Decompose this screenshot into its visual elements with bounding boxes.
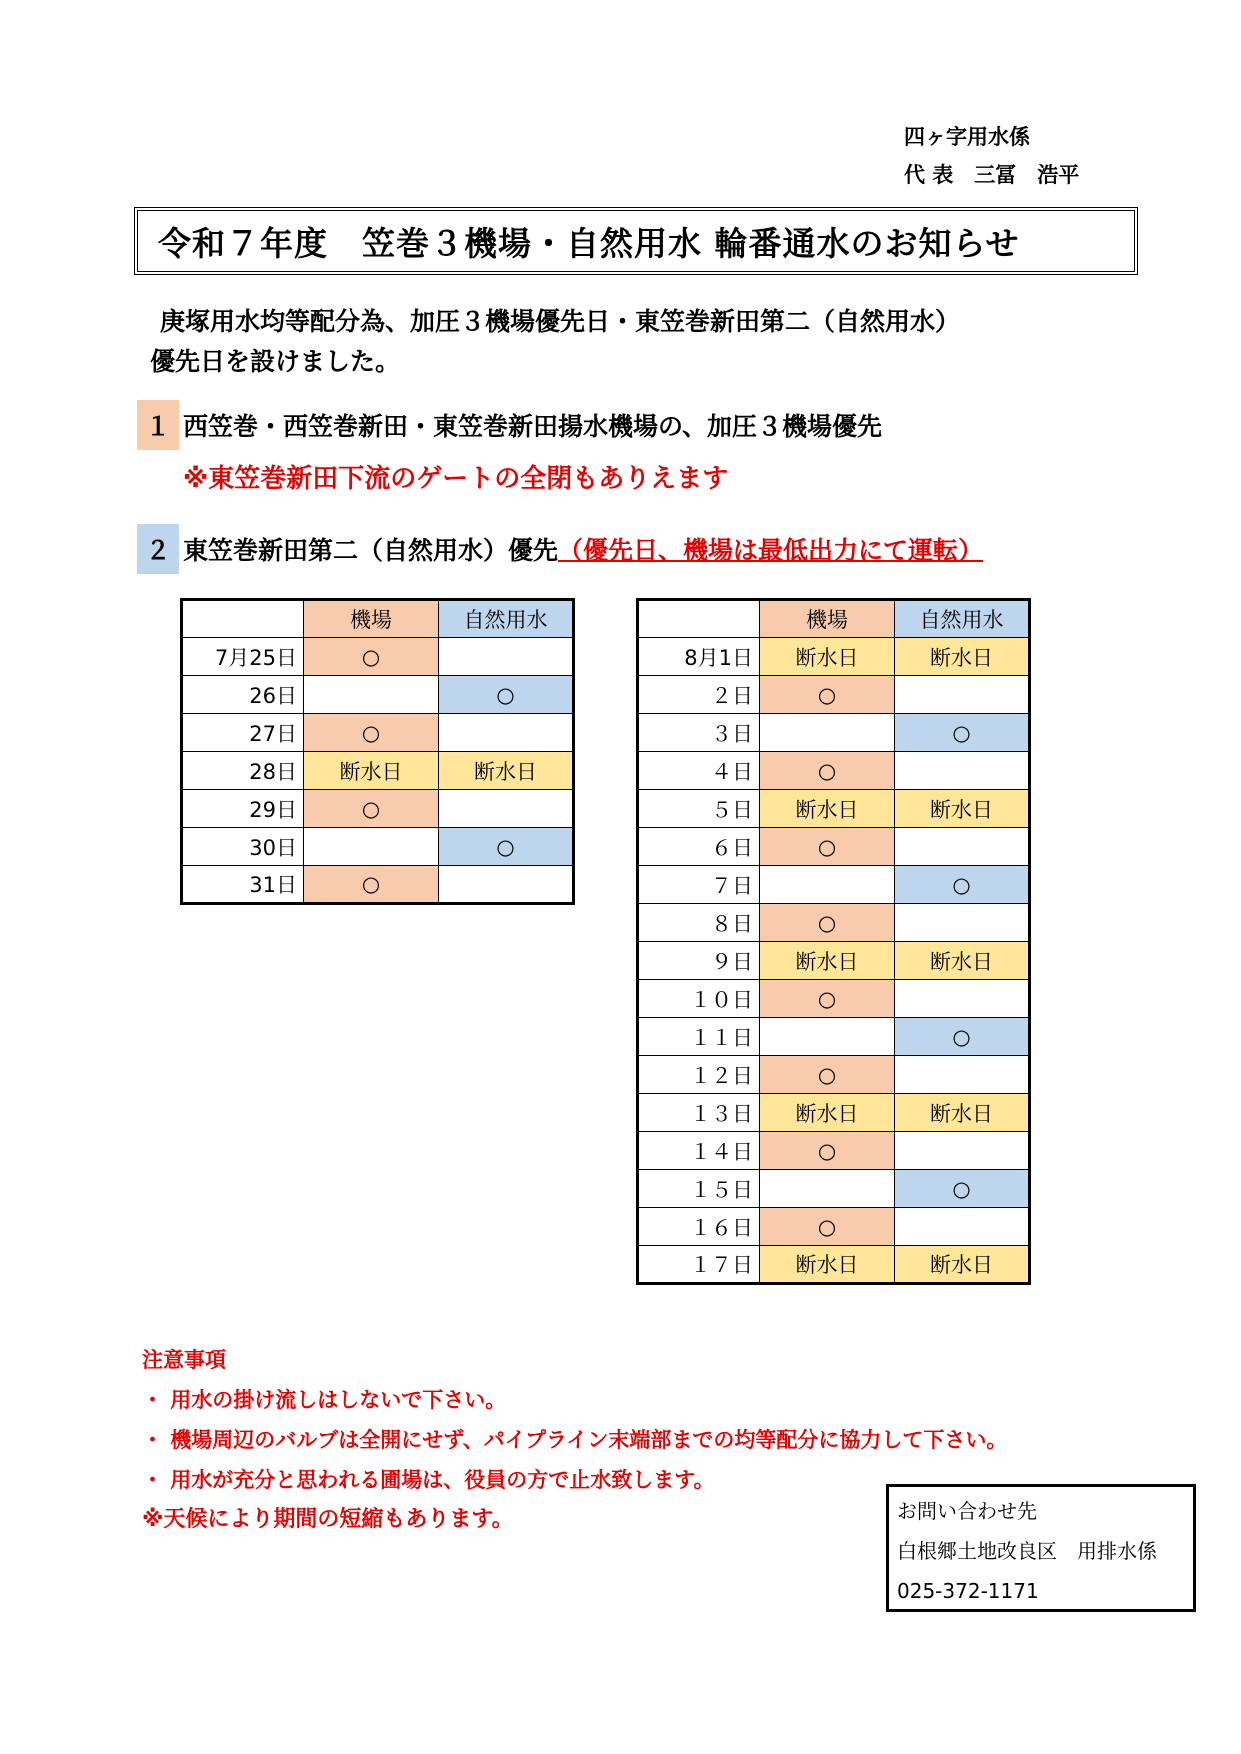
shizen-cell: ○ [895,866,1030,904]
kijo-cell: ○ [304,866,439,904]
shizen-cell: 断水日 [439,752,574,790]
shizen-cell: 断水日 [895,638,1030,676]
kijo-cell: 断水日 [760,638,895,676]
kijo-cell: ○ [760,1132,895,1170]
shizen-cell [895,1132,1030,1170]
shizen-cell [895,904,1030,942]
kijo-cell [760,714,895,752]
kijo-cell [760,866,895,904]
section-2-note: （優先日、機場は最低出力にて運転） [558,536,984,565]
table-row [638,1246,1030,1284]
july-schedule-table [180,598,575,905]
representative-name: 代 表 三冨 浩平 [904,163,1080,187]
date-cell: ２日 [638,676,760,714]
shizen-cell [895,980,1030,1018]
shizen-cell: 断水日 [895,790,1030,828]
organization-name: 四ヶ字用水係 [904,125,1030,149]
header-blank-cell [182,600,304,638]
table-row [638,752,1030,790]
table-row [638,676,1030,714]
note-item-1: ・ 用水の掛け流しはしないで下さい。 [142,1388,507,1412]
table-row [182,638,574,676]
section-1-number: １ [137,400,179,450]
table-row [638,1094,1030,1132]
contact-org: 白根郷土地改良区 用排水係 [897,1539,1157,1563]
notes-section [142,1340,1007,1540]
kijo-cell: ○ [760,828,895,866]
shizen-cell: 断水日 [895,1094,1030,1132]
table-row [638,1018,1030,1056]
date-cell: １４日 [638,1132,760,1170]
note-item-3: ・ 用水が充分と思われる圃場は、役員の方で止水致します。 [142,1468,715,1492]
table-row [182,866,574,904]
weather-note: ※天候により期間の短縮もあります。 [142,1507,514,1532]
kijo-cell [760,1170,895,1208]
date-cell: ８日 [638,904,760,942]
table-row [638,1208,1030,1246]
note-item-2: ・ 機場周辺のバルブは全開にせず、パイプライン末端部までの均等配分に協力して下さい。 [142,1428,1008,1452]
table-row [182,752,574,790]
august-schedule-table [636,598,1031,1285]
shizen-cell [895,828,1030,866]
table-header-row [182,600,574,638]
header-kijo: 機場 [304,600,439,638]
table-row [638,1170,1030,1208]
contact-label: お問い合わせ先 [897,1499,1037,1523]
table-row [638,942,1030,980]
date-cell: １５日 [638,1170,760,1208]
table-row [638,790,1030,828]
section-2-number: ２ [137,524,179,574]
date-cell: 27日 [182,714,304,752]
shizen-cell: 断水日 [895,942,1030,980]
date-cell: 30日 [182,828,304,866]
intro-line-2: 優先日を設けました。 [150,347,401,376]
kijo-cell [760,1018,895,1056]
shizen-cell [439,790,574,828]
shizen-cell [439,714,574,752]
section-2-text: 東笠巻新田第二（自然用水）優先 [183,536,559,565]
table-row [638,1056,1030,1094]
kijo-cell: ○ [304,790,439,828]
shizen-cell [895,1056,1030,1094]
section-1-text: 西笠巻・西笠巻新田・東笠巻新田揚水機場の、加圧３機場優先 [183,412,883,441]
shizen-cell: 断水日 [895,1246,1030,1284]
kijo-cell: ○ [760,1208,895,1246]
kijo-cell: ○ [760,1056,895,1094]
intro-line-1: 庚塚用水均等配分為、加圧３機場優先日・東笠巻新田第二（自然用水） [160,307,961,336]
table-row [182,714,574,752]
kijo-cell [304,676,439,714]
header-shizen: 自然用水 [895,600,1030,638]
kijo-cell: ○ [760,752,895,790]
date-cell: ５日 [638,790,760,828]
kijo-cell: ○ [304,638,439,676]
header-kijo: 機場 [760,600,895,638]
table-row [638,1132,1030,1170]
date-cell: １１日 [638,1018,760,1056]
date-cell: ４日 [638,752,760,790]
shizen-cell [895,676,1030,714]
date-cell: ６日 [638,828,760,866]
table-row [182,790,574,828]
kijo-cell: ○ [760,980,895,1018]
date-cell: 28日 [182,752,304,790]
date-cell: 29日 [182,790,304,828]
table-row [638,980,1030,1018]
page-title: 令和７年度 笠巻３機場・自然用水 輪番通水のお知らせ [158,223,1020,263]
intro-paragraph [150,302,961,382]
contact-phone: 025-372-1171 [897,1579,1039,1603]
date-cell: １０日 [638,980,760,1018]
notes-heading: 注意事項 [142,1348,226,1372]
shizen-cell [895,1208,1030,1246]
kijo-cell: 断水日 [760,942,895,980]
shizen-cell [895,752,1030,790]
title-box [134,207,1138,275]
kijo-cell: 断水日 [760,790,895,828]
kijo-cell [304,828,439,866]
shizen-cell: ○ [439,676,574,714]
section-1-header [137,400,882,450]
table-row [182,828,574,866]
table-row [182,676,574,714]
kijo-cell: ○ [304,714,439,752]
date-cell: １７日 [638,1246,760,1284]
kijo-cell: ○ [760,676,895,714]
shizen-cell [439,638,574,676]
date-cell: 7月25日 [182,638,304,676]
table-row [638,904,1030,942]
section-2-header [137,524,983,574]
date-cell: 8月1日 [638,638,760,676]
kijo-cell: 断水日 [760,1246,895,1284]
kijo-cell: 断水日 [304,752,439,790]
kijo-cell: 断水日 [760,1094,895,1132]
organization-block [904,118,1079,194]
table-row [638,638,1030,676]
shizen-cell: ○ [895,1018,1030,1056]
shizen-cell: ○ [895,714,1030,752]
header-blank-cell [638,600,760,638]
date-cell: ３日 [638,714,760,752]
table-row [638,828,1030,866]
date-cell: １３日 [638,1094,760,1132]
shizen-cell [439,866,574,904]
date-cell: ９日 [638,942,760,980]
header-shizen: 自然用水 [439,600,574,638]
table-row [638,714,1030,752]
shizen-cell: ○ [895,1170,1030,1208]
date-cell: 31日 [182,866,304,904]
date-cell: ７日 [638,866,760,904]
table-row [638,866,1030,904]
shizen-cell: ○ [439,828,574,866]
contact-box [886,1484,1196,1612]
date-cell: １２日 [638,1056,760,1094]
section-1-note: ※東笠巻新田下流のゲートの全閉もありえます [183,464,729,494]
date-cell: 26日 [182,676,304,714]
table-header-row [638,600,1030,638]
kijo-cell: ○ [760,904,895,942]
date-cell: １６日 [638,1208,760,1246]
